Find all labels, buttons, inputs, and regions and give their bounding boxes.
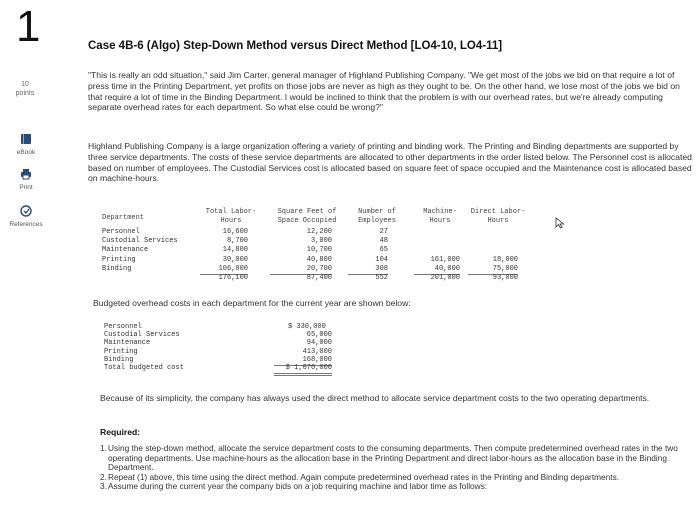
references-label: References: [9, 221, 43, 228]
points-value: 10: [21, 81, 29, 88]
question-number: 1: [16, 2, 41, 51]
budget-value: 413,000: [302, 347, 332, 356]
header-square-feet-1: Square Feet of: [277, 208, 337, 216]
requirement-number: 3.: [100, 481, 107, 492]
requirement-item: [100, 482, 692, 492]
table-row: [98, 228, 538, 237]
header-employees-2: Employees: [358, 217, 396, 225]
header-department: Department: [102, 214, 145, 222]
header-labor-hours-1: Total Labor-: [205, 208, 257, 216]
requirement-number: 2.: [100, 471, 107, 482]
row-department: Binding: [102, 264, 132, 273]
total-machine-hours: 201,000: [430, 273, 460, 282]
row-direct-labor-hours: 75,000: [468, 265, 518, 275]
budget-value: 94,000: [306, 339, 332, 348]
print-button[interactable]: [4, 168, 48, 191]
row-department: Printing: [102, 255, 136, 264]
table-total-row: [98, 274, 538, 283]
total-square-feet: 87,400: [306, 273, 332, 282]
requirement-number: 1.: [100, 443, 107, 453]
budget-label: Custodial Services: [104, 331, 180, 340]
row-labor-hours: 16,600: [222, 228, 248, 236]
case-title: Case 4B-6 (Algo) Step-Down Method versus Direct Method [LO4-10, LO4-11]: [88, 40, 503, 52]
references-button[interactable]: [4, 205, 48, 228]
row-department: Maintenance: [102, 246, 149, 255]
header-labor-hours-2: Hours: [220, 217, 242, 225]
row-department: Custodial Services: [102, 237, 178, 246]
row-direct-labor-hours: 18,000: [492, 255, 518, 264]
budget-total-value: $ 1,070,000: [274, 364, 332, 376]
references-icon: [4, 205, 48, 219]
table-row: [104, 323, 364, 331]
ebook-button[interactable]: [4, 133, 48, 156]
ebook-label: eBook: [16, 149, 36, 156]
row-square-feet: 12,200: [306, 228, 332, 236]
table-row: [98, 265, 538, 274]
budget-label: Maintenance: [104, 339, 151, 348]
points-indicator: [14, 80, 36, 98]
row-employees: 308: [348, 265, 388, 275]
intro-paragraph: Highland Publishing Company is a large organization offering a variety of printing and binding work. The Printing and Binding departments are supported by three service departments. The costs of these service departments are allocated to other departments in the order listed below. The Personnel cost is allocated based on number of employees. The Custodial Services cost is allocated based on square feet of space occupied and the Maintenance cost is allocated based on machine-hours.: [88, 141, 692, 184]
department-table: [98, 208, 618, 288]
cursor-arrow-icon: [538, 208, 565, 243]
total-employees: 552: [375, 273, 388, 282]
table-row: [98, 237, 538, 246]
total-labor-hours: 176,100: [218, 273, 248, 282]
table-row: [104, 356, 364, 364]
row-machine-hours: 161,000: [430, 255, 460, 264]
budget-label: Binding: [104, 355, 134, 364]
row-machine-hours: 40,000: [414, 265, 460, 275]
table-row: [104, 331, 364, 339]
print-label: Print: [19, 184, 33, 191]
budget-value: 65,000: [306, 331, 332, 340]
header-employees-1: Number of: [358, 208, 396, 216]
requirement-text: Using the step-down method, allocate the service department costs to the consuming departments. Then compute predetermined overhead rates in the two operating departments. Use machine-hours as the allocation base in the Printing Department and direct labor-hours as the allocation base in the Binding Department.: [108, 443, 678, 473]
table-total-row: [104, 364, 364, 373]
row-employees: 48: [379, 237, 388, 246]
row-employees: 27: [379, 228, 388, 236]
budget-table: [104, 323, 364, 383]
row-labor-hours: 8,700: [226, 237, 248, 246]
table-row: [98, 246, 538, 255]
requirement-text: Repeat (1) above, this time using the direct method. Again compute predetermined overhead rates in the Printing and Binding departments.: [108, 471, 620, 482]
row-labor-hours: 14,800: [222, 246, 248, 255]
total-direct-labor-hours: 93,000: [492, 273, 518, 282]
quote-paragraph: "This is really an odd situation," said Jim Carter, general manager of Highland Publishing Company. "We get most of the jobs we bid on that require a lot of press time in the Printing Department, yet profits on those jobs are never as high as they ought to be. On the other hand, we lose most of the jobs we bid on that require a lot of time in the Binding Department. I would be inclined to think that the problem is with our overhead rates, but we're already computing separate overhead rates for each department. So what else could be wrong?": [88, 70, 680, 113]
row-employees: 65: [379, 246, 388, 255]
header-machine-hours-2: Hours: [429, 217, 451, 225]
header-machine-hours-1: Machine-: [423, 208, 457, 216]
table-row: [104, 339, 364, 347]
budget-total-label: Total budgeted cost: [104, 363, 184, 372]
row-square-feet: 40,800: [306, 255, 332, 264]
header-direct-labor-2: Hours: [487, 217, 509, 225]
row-square-feet: 10,700: [306, 246, 332, 255]
budget-label: Personnel: [104, 323, 142, 331]
requirement-item: [100, 444, 692, 473]
budget-intro: Budgeted overhead costs in each department for the current year are shown below:: [93, 298, 411, 308]
row-square-feet: 20,700: [270, 265, 332, 275]
budget-value: $ 330,000: [288, 323, 326, 331]
printer-icon: [4, 168, 48, 182]
table-row: [98, 256, 538, 265]
header-direct-labor-1: Direct Labor-: [470, 208, 526, 216]
budget-value: 168,000: [274, 356, 332, 366]
book-icon: [4, 133, 48, 147]
points-label: points: [15, 90, 35, 97]
required-label: Required:: [100, 427, 141, 437]
row-square-feet: 3,000: [310, 237, 332, 246]
table-row: [104, 348, 364, 356]
row-labor-hours: 106,000: [200, 265, 248, 275]
row-department: Personnel: [102, 228, 140, 236]
header-square-feet-2: Space Occupied: [277, 217, 337, 225]
row-labor-hours: 30,000: [222, 255, 248, 264]
simplicity-paragraph: Because of its simplicity, the company has always used the direct method to allocate service department costs to the two operating departments.: [100, 393, 650, 403]
requirement-text: Assume during the current year the company bids on a job requiring machine and labor time as follows:: [108, 481, 488, 492]
budget-label: Printing: [104, 347, 138, 356]
row-employees: 104: [375, 255, 388, 264]
requirements-list: [100, 444, 692, 492]
